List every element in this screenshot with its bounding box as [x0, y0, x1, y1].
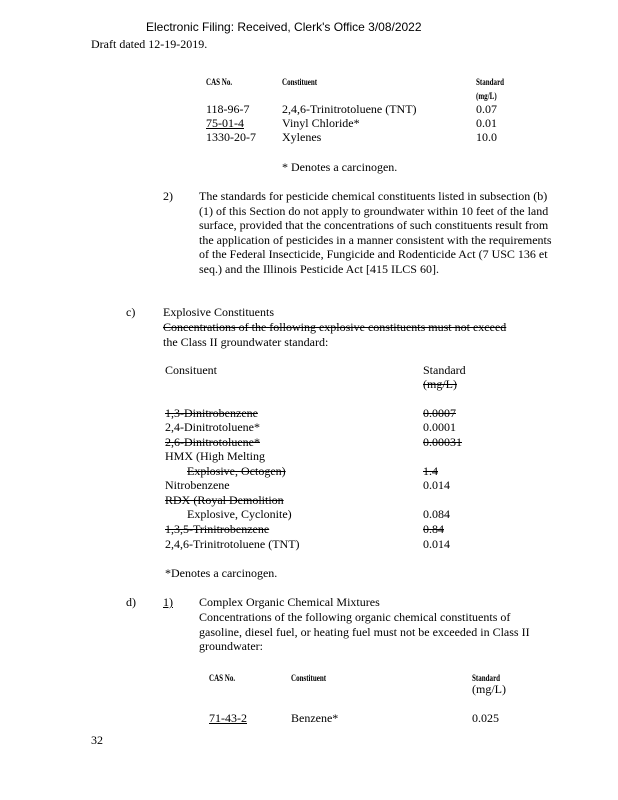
explosive-row-name: HMX (High Melting: [165, 449, 265, 463]
explosive-row-value: 1.4: [423, 464, 438, 478]
section-d-constituent-header: Constituent: [291, 673, 327, 683]
explosive-row-value: 0.084: [423, 507, 450, 521]
section-c-line2: the Class II groundwater standard:: [163, 335, 329, 349]
table1-row-cas: 75-01-4: [206, 116, 244, 130]
section-d-number: 1): [163, 595, 173, 609]
table1-row-name: 2,4,6-Trinitrotoluene (TNT): [282, 102, 417, 116]
explosive-row-name: 1,3-Dinitrobenzene: [165, 406, 258, 420]
explosive-row-value: 0.84: [423, 522, 444, 536]
explosive-row-name: 2,4-Dinitrotoluene*: [165, 420, 260, 434]
table1-footnote: * Denotes a carcinogen.: [282, 160, 398, 174]
section-d-title: Complex Organic Chemical Mixtures: [199, 595, 380, 609]
section-d-unit-header: (mg/L): [472, 682, 506, 696]
explosive-row-name: Explosive, Cyclonite): [187, 507, 292, 521]
table1-unit-header: (mg/L): [476, 91, 497, 101]
explosive-row-value: 0.0007: [423, 406, 456, 420]
section-d-cas-header: CAS No.: [209, 673, 236, 683]
table1-row-value: 10.0: [476, 130, 497, 144]
filing-stamp: Electronic Filing: Received, Clerk's Office 3/08/2022: [146, 20, 422, 34]
explosive-row-name: 1,3,5-Trinitrobenzene: [165, 522, 270, 536]
mixture-row-value: 0.025: [472, 711, 499, 725]
table1-row-name: Vinyl Chloride*: [282, 116, 360, 130]
section-c-unit-header: (mg/L): [423, 377, 457, 391]
mixture-row-name: Benzene*: [291, 711, 339, 725]
section-c-constituent-header: Consituent: [165, 363, 218, 377]
explosive-row-value: 0.0001: [423, 420, 456, 434]
section-c-letter: c): [126, 305, 136, 319]
table1-row-cas: 118-96-7: [206, 102, 250, 116]
explosive-row-name: 2,4,6-Trinitrotoluene (TNT): [165, 537, 300, 551]
item2-number: 2): [163, 189, 173, 203]
section-d-paragraph: Concentrations of the following organic chemical constituents of gasoline, diesel fuel, or heating fuel must not be exceeded in Class II groundwater:: [199, 610, 530, 654]
table1-row-cas: 1330-20-7: [206, 130, 256, 144]
table1-row-value: 0.07: [476, 102, 497, 116]
item2-paragraph: The standards for pesticide chemical constituents listed in subsection (b)(1) of this Section do not apply to groundwater within 10 feet of the land surface, provided that the concentrations of such constituents result from the application of pesticides in a manner consistent with the requirements of the Federal Insecticide, Fungicide and Rodenticide Act (7 USC 136 et seq.) and the Illinois Pesticide Act [415 ILCS 60].: [199, 189, 552, 276]
explosive-row-name: RDX (Royal Demolition: [165, 493, 284, 507]
explosive-row-name: 2,6-Dinitrotoluene*: [165, 435, 260, 449]
table1-cas-header: CAS No.: [206, 77, 233, 87]
section-d-letter: d): [126, 595, 136, 609]
section-c-title: Explosive Constituents: [163, 305, 274, 319]
explosive-row-value: 0.014: [423, 537, 450, 551]
explosive-row-value: 0.014: [423, 478, 450, 492]
section-c-footnote: *Denotes a carcinogen.: [165, 566, 278, 580]
explosive-row-value: 0.00031: [423, 435, 462, 449]
explosive-row-name: Explosive, Octogen): [187, 464, 286, 478]
section-c-struck-line: Concentrations of the following explosive constituents must not exceed: [163, 320, 507, 334]
explosive-row-name: Nitrobenzene: [165, 478, 230, 492]
mixture-row-cas: 71-43-2: [209, 711, 247, 725]
draft-date: Draft dated 12-19-2019.: [91, 37, 208, 51]
table1-constituent-header: Constituent: [282, 77, 318, 87]
section-d-standard-header: Standard: [472, 673, 501, 683]
section-c-standard-header: Standard: [423, 363, 466, 377]
page-number: 32: [91, 733, 103, 747]
table1-standard-header: Standard: [476, 77, 505, 87]
table1-row-name: Xylenes: [282, 130, 322, 144]
table1-row-value: 0.01: [476, 116, 497, 130]
